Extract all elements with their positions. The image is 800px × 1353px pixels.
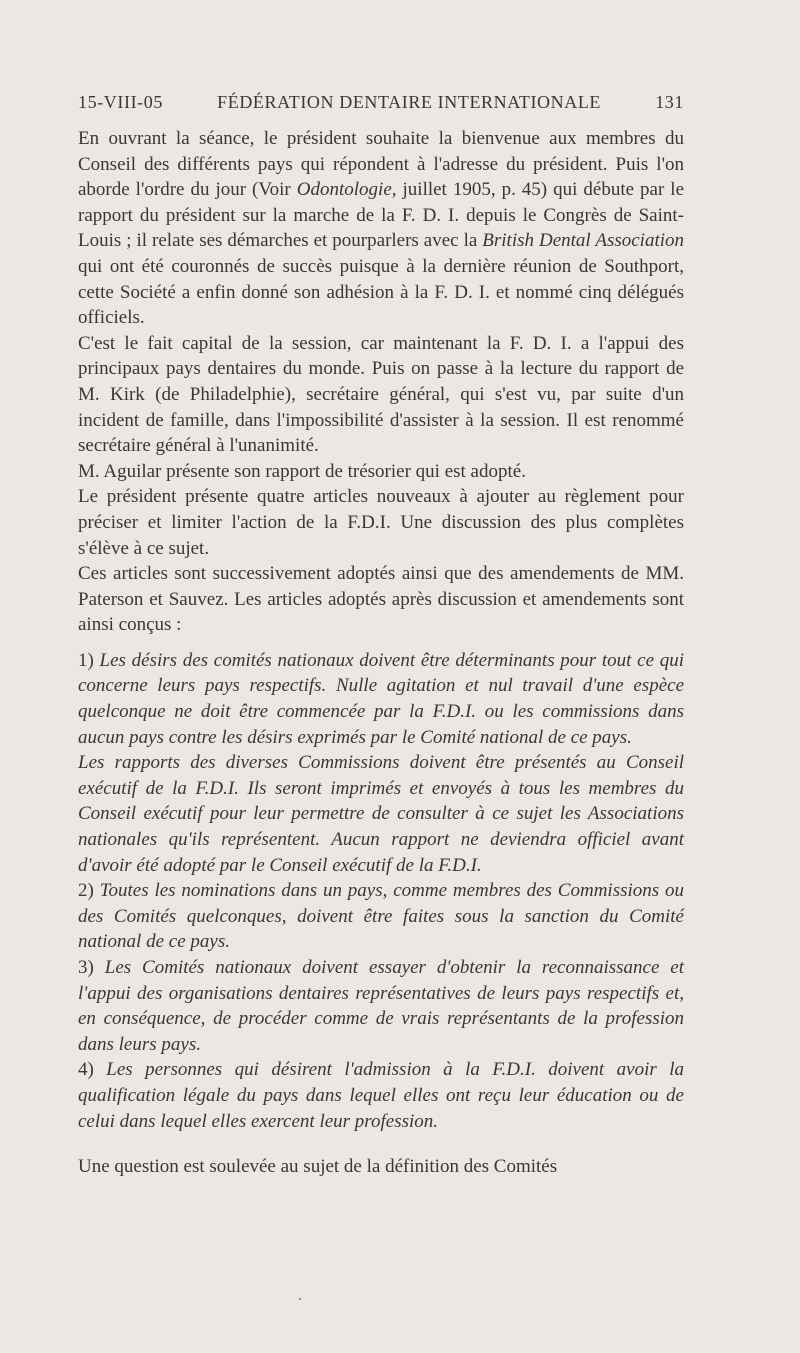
italic-title: British Dental Association — [482, 230, 684, 252]
article — [78, 878, 684, 955]
article — [78, 1057, 684, 1134]
paragraph: Le président présente quatre articles nouveaux à ajouter au règlement pour préciser et limiter l'action de la F.D.I. Une discussion des plus complètes s'élève à ce sujet. — [78, 486, 684, 559]
article-number: 1) — [78, 649, 94, 671]
header-title: FÉDÉRATION DENTAIRE INTERNATIONALE — [217, 92, 602, 112]
paragraph-text: juillet 1905, p. 45) qui débute par le rapport du président sur la marche de la F. D. I. depuis le Congrès de Saint-Louis ; il relate ses démarches et pourparlers avec la — [78, 179, 684, 252]
closing-paragraph: Une question est soulevée au sujet de la définition des Comités — [78, 1156, 558, 1178]
paragraph: Ces articles sont successivement adoptés ainsi que des amendements de MM. Paterson et Sauvez. Les articles adoptés après discussion et amendements sont ainsi conçus : — [78, 563, 684, 636]
article-text: Les personnes qui désirent l'admission à la F.D.I. doivent avoir la qualification légale du pays dans lequel elles ont reçu leur éducation ou de celui dans lequel elles exercent leur profession. — [78, 1059, 684, 1132]
article-text: Les désirs des comités nationaux doivent être déterminants pour tout ce qui concerne leurs pays respectifs. Nulle agitation et nul travail d'une espèce quelconque ne doit être commencée par la F.D.I. ou les commissions dans aucun pays contre les désirs exprimés par le Comité national de ce pays. — [78, 649, 685, 748]
header-date: 15-VIII-05 — [78, 92, 163, 112]
article — [78, 955, 684, 1057]
article — [78, 750, 684, 878]
paper-speck — [299, 1298, 301, 1300]
article-number: 2) — [78, 880, 94, 902]
italic-title: Odontologie, — [296, 179, 397, 201]
article-number: 4) — [78, 1059, 94, 1081]
page-number: 131 — [655, 92, 684, 112]
paragraph: M. Aguilar présente son rapport de trésorier qui est adopté. — [78, 460, 526, 482]
running-header — [78, 92, 684, 113]
article-text: Les Comités nationaux doivent essayer d'obtenir la reconnaissance et l'appui des organisations dentaires représentatives de leurs pays respectifs et, en conséquence, de procéder comme de vrais représentants de la profession dans leurs pays. — [78, 957, 685, 1055]
article-text: Toutes les nominations dans un pays, comme membres des Commissions ou des Comités quelconques, doivent être faites sous la sanction du Comité national de ce pays. — [78, 880, 685, 953]
paragraph: C'est le fait capital de la session, car maintenant la F. D. I. a l'appui des principaux pays dentaires du monde. Puis on passe à la lecture du rapport de M. Kirk (de Philadelphie), secrétaire général, qui s'est vu, par suite d'un incident de famille, dans l'impossibilité d'assister à la session. Il est renommé secrétaire général à l'unanimité. — [78, 332, 684, 457]
article-text: Les rapports des diverses Commissions doivent être présentés au Conseil exécutif de la F.D.I. Ils seront imprimés et envoyés à tous les membres du Conseil exécutif pour leur permettre de consulter à ce sujet les Associations nationales qu'ils représentent. Aucun rapport ne deviendra officiel avant d'avoir été adopté par le Conseil exécutif de la F.D.I. — [78, 752, 684, 876]
paragraph-text: qui ont été couronnés de succès puisque à la dernière réunion de Southport, cette Société a enfin donné son adhésion à la F. D. I. et nommé cinq délégués officiels. — [78, 255, 684, 329]
page-body — [78, 126, 684, 1180]
paragraph-text: En ouvrant la séance, le président souhaite la bienvenue aux membres du Conseil des différents pays qui répondent à l'adresse du président. Puis l'on aborde l'ordre du jour (Voir — [78, 128, 684, 201]
paragraph — [78, 126, 684, 331]
article-number: 3) — [78, 957, 94, 978]
article — [78, 648, 684, 750]
